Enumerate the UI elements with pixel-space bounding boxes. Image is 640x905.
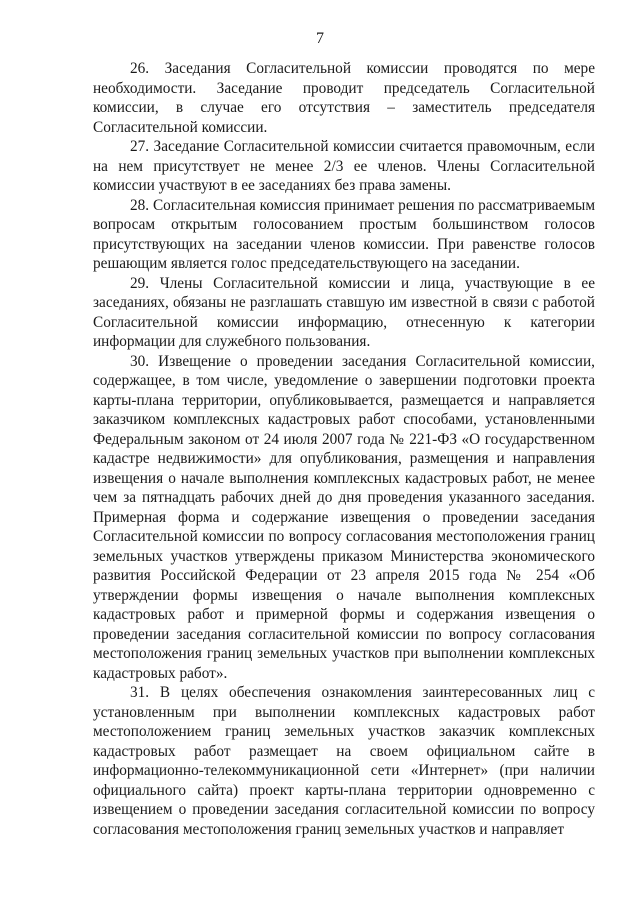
paragraph-30: 30. Извещение о проведении заседания Согласительной комиссии, содержащее, в том числе, уведомление о завершении подготовки проекта карты-плана территории, опубликовывается, размещается и направляется заказчиком комплексных кадастровых работ способами, установленными Федеральным законом от 24 июля 2007 года № 221-ФЗ «О государственном кадастре недвижимости» для опубликования, размещения и направления извещения о начале выполнения комплексных кадастровых работ, не менее чем за пятнадцать рабочих дней до дня проведения указанного заседания. Примерная форма и содержание извещения о проведении заседания Согласительной комиссии по вопросу согласования местоположения границ земельных участков утверждены приказом Министерства экономического развития Российской Федерации от 23 апреля 2015 года № 254 «Об утверждении формы извещения о начале выполнения комплексных кадастровых работ и примерной формы и содержания извещения о проведении заседания согласительной комиссии по вопросу согласования местоположения границ земельных участков при выполнении комплексных кадастровых работ». xyxy=(93,352,595,682)
page-number: 7 xyxy=(316,30,324,47)
paragraph-26: 26. Заседания Согласительной комиссии проводятся по мере необходимости. Заседание проводит председатель Согласительной комиссии, в случае его отсутствия – заместитель председателя Согласительной комиссии. xyxy=(93,60,595,136)
paragraph-29: 29. Члены Согласительной комиссии и лица, участвующие в ее заседаниях, обязаны не разглашать ставшую им известной в связи с работой Согласительной комиссии информацию, отнесенную к категории информации для служебного пользования. xyxy=(93,274,595,350)
paragraph-31: 31. В целях обеспечения ознакомления заинтересованных лиц с установленным при выполнении комплексных кадастровых работ местоположением границ земельных участков заказчик комплексных кадастровых работ размещает на своем официальном сайте в информационно-телекоммуникационной сети «Интернет» (при наличии официального сайта) проект карты-плана территории одновременно с извещением о проведении заседания согласительной комиссии по вопросу согласования местоположения границ земельных участков и направляет xyxy=(93,684,595,838)
paragraph-28: 28. Согласительная комиссия принимает решения по рассматриваемым вопросам открытым голосованием простым большинством голосов присутствующих на заседании членов комиссии. При равенстве голосов решающим является голос председательствующего на заседании. xyxy=(93,196,596,272)
paragraph-27: 27. Заседание Согласительной комиссии считается правомочным, если на нем присутствует не менее 2/3 ее членов. Члены Согласительной комиссии участвуют в ее заседаниях без права замены. xyxy=(93,138,595,194)
document-body xyxy=(93,59,595,839)
